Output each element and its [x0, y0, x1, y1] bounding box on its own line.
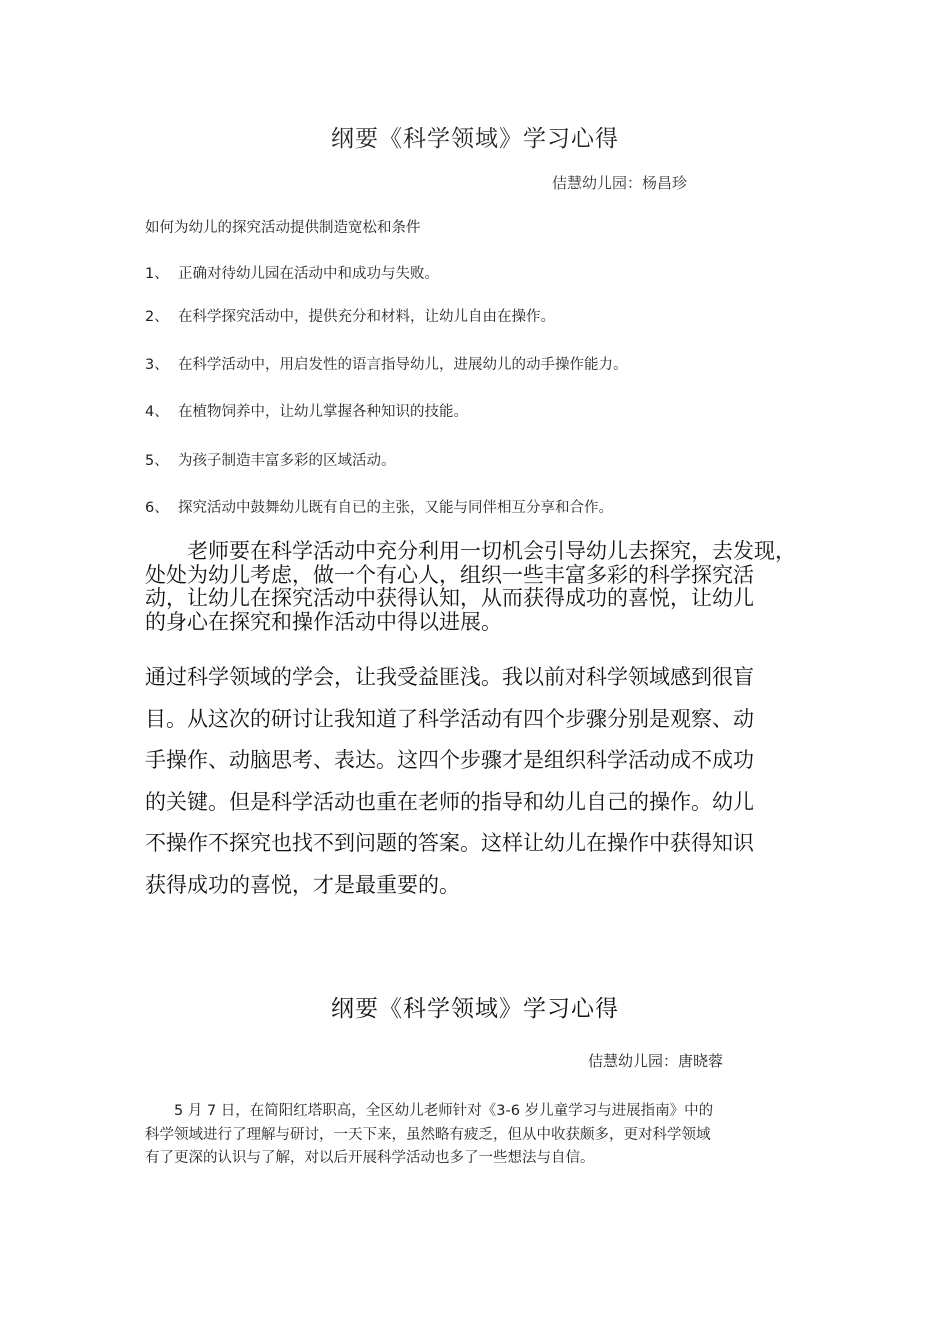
- section1-paragraph-1: [145, 540, 815, 634]
- paragraph-line: 手操作、动脑思考、表达。这四个步骤才是组织科学活动成不成功: [145, 748, 754, 772]
- list-item: [145, 449, 396, 470]
- paragraph-line: 科学领域进行了理解与研讨，一天下来，虽然略有疲乏，但从中收获颇多，更对科学领域: [145, 1126, 711, 1143]
- paragraph-line: 的身心在探究和操作活动中得以进展。: [145, 609, 502, 634]
- list-item-number: 6、: [145, 500, 169, 516]
- paragraph-line: 通过科学领域的学会，让我受益匪浅。我以前对科学领域感到很盲: [145, 665, 754, 689]
- list-item-number: 3、: [145, 357, 169, 373]
- section1-paragraph-2: [145, 657, 815, 906]
- list-item: [145, 496, 613, 517]
- list-item-number: 1、: [145, 266, 169, 282]
- section2-title: 纲要《科学领域》学习心得: [331, 996, 619, 1022]
- section2-author: 佶慧幼儿园：唐晓蓉: [588, 1052, 724, 1070]
- list-item: [145, 353, 628, 374]
- paragraph-line: 5 月 7 日，在简阳红塔职高，全区幼儿老师针对《3-6 岁儿童学习与进展指南》中的: [145, 1103, 714, 1119]
- list-item: [145, 305, 555, 326]
- paragraph-line: 目。从这次的研讨让我知道了科学活动有四个步骤分别是观察、动: [145, 706, 754, 731]
- section1-subheading: 如何为幼儿的探究活动提供制造宽松和条件: [145, 220, 421, 236]
- paragraph-line: 老师要在科学活动中充分利用一切机会引导幼儿去探究，去发现，: [145, 539, 796, 563]
- section1-title: 纲要《科学领域》学习心得: [331, 126, 619, 152]
- list-item: [145, 262, 439, 283]
- list-item-text: 在科学活动中，用启发性的语言指导幼儿，进展幼儿的动手操作能力。: [178, 357, 628, 373]
- list-item-number: 4、: [145, 404, 169, 420]
- list-item-text: 在植物饲养中，让幼儿掌握各种知识的技能。: [178, 404, 468, 420]
- section2-paragraph: [145, 1100, 815, 1171]
- paragraph-line: 动，让幼儿在探究活动中获得认知，从而获得成功的喜悦，让幼儿: [145, 586, 754, 610]
- list-item: [145, 400, 468, 421]
- section1-author: 佶慧幼儿园：杨昌珍: [552, 174, 688, 192]
- paragraph-line: 有了更深的认识与了解，对以后开展科学活动也多了一些想法与自信。: [145, 1150, 595, 1166]
- list-item-number: 5、: [145, 453, 169, 469]
- list-item-number: 2、: [145, 309, 169, 325]
- list-item-text: 探究活动中鼓舞幼儿既有自已的主张，又能与同伴相互分享和合作。: [178, 500, 613, 516]
- paragraph-line: 处处为幼儿考虑，做一个有心人，组织一些丰富多彩的科学探究活: [145, 562, 754, 587]
- list-item-text: 正确对待幼儿园在活动中和成功与失败。: [178, 266, 439, 282]
- list-item-text: 为孩子制造丰富多彩的区域活动。: [178, 453, 396, 469]
- paragraph-line: 获得成功的喜悦，才是最重要的。: [145, 872, 460, 897]
- paragraph-line: 不操作不探究也找不到问题的答案。这样让幼儿在操作中获得知识: [145, 831, 754, 855]
- paragraph-line: 的关键。但是科学活动也重在老师的指导和幼儿自己的操作。幼儿: [145, 789, 754, 814]
- list-item-text: 在科学探究活动中，提供充分和材料，让幼儿自由在操作。: [178, 309, 555, 325]
